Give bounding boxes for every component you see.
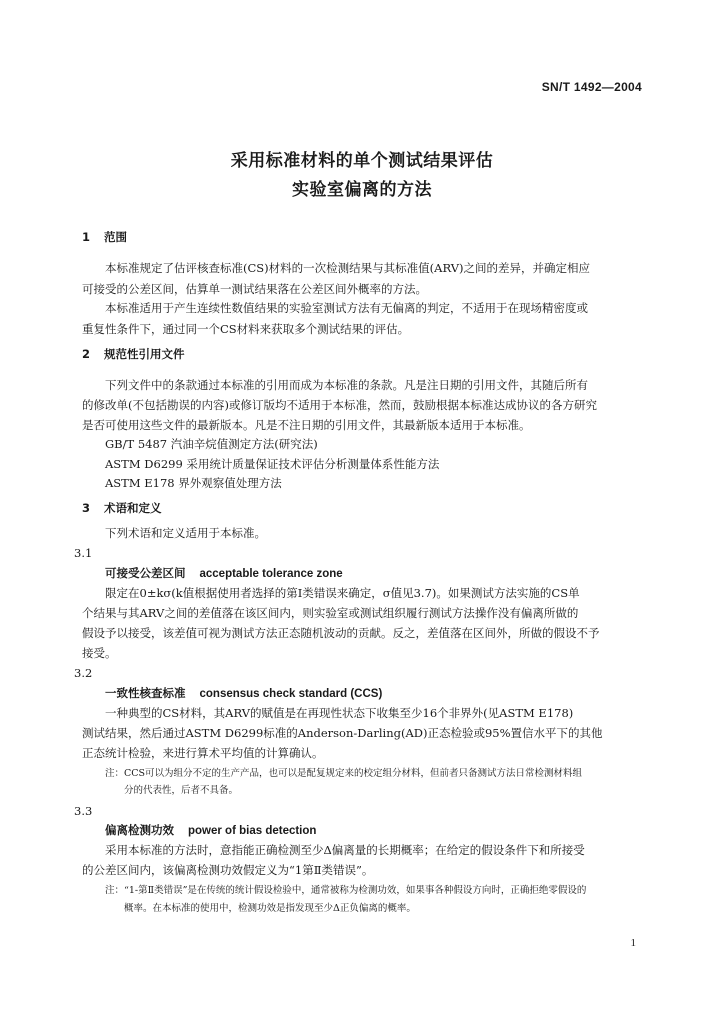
paragraph-line: 的修改单(不包括勘误的内容)或修订版均不适用于本标准，然而，鼓励根据本标准达成协议的各方研究: [82, 398, 597, 412]
section-number: 1: [82, 230, 91, 244]
paragraph-line: 接受。: [82, 646, 117, 660]
paragraph-line: 限定在0±kσ(k值根据使用者选择的第Ⅰ类错误来确定，σ值见3.7)。如果测试方法实施的CS单: [105, 586, 580, 600]
paragraph-line: 测试结果，然后通过ASTM D6299标准的Anderson-Darling(AD)正态检验或95%置信水平下的其他: [82, 726, 603, 740]
section-number: 2: [82, 347, 91, 361]
section-title: 术语和定义: [104, 501, 162, 515]
paragraph-line: 本标准规定了估评核查标准(CS)材料的一次检测结果与其标准值(ARV)之间的差异，并确定相应: [105, 261, 590, 275]
paragraph-line: 假设予以接受，该差值可视为测试方法正态随机波动的贡献。反之，差值落在区间外，所做的假设不予: [82, 626, 600, 640]
paragraph-line: 下列文件中的条款通过本标准的引用而成为本标准的条款。凡是注日期的引用文件，其随后所有: [105, 378, 588, 392]
paragraph-line: 下列术语和定义适用于本标准。: [105, 526, 266, 540]
reference-item: GB/T 5487 汽油辛烷值测定方法(研究法): [105, 437, 318, 451]
note-line: 注：“1-第Ⅱ类错误”是在传统的统计假设检验中，通常被称为检测功效，如果事各种假设方向时，正确拒绝零假设的: [105, 885, 587, 896]
section-3-heading: [82, 500, 644, 516]
note-line: 分的代表性，后者不具备。: [124, 785, 239, 796]
paragraph-line: 正态统计检验，来进行算术平均值的计算确认。: [82, 746, 324, 760]
section-number: 3: [82, 501, 91, 515]
term-chinese: 偏离检测功效: [105, 823, 174, 837]
note-line: 概率。在本标准的使用中，检测功效是指发现至少Δ正负偏离的概率。: [124, 903, 416, 914]
reference-item: ASTM D6299 采用统计质量保证技术评估分析测量体系性能方法: [105, 457, 440, 471]
page-number: 1: [630, 937, 636, 949]
term-chinese: 一致性核查标准: [105, 686, 186, 700]
standard-number: SN/T 1492—2004: [541, 80, 642, 94]
term-heading: [82, 565, 667, 582]
clause-number: 3.2: [74, 666, 93, 680]
section-2-heading: [82, 346, 644, 362]
paragraph-line: 一种典型的CS材料，其ARV的赋值是在再现性状态下收集至少16个非界外(见ASTM E178): [105, 706, 574, 720]
term-chinese: 可接受公差区间: [105, 566, 186, 580]
term-english: power of bias detection: [188, 825, 317, 837]
section-title: 范围: [104, 230, 127, 244]
clause-number: 3.1: [74, 546, 93, 560]
term-heading: [82, 822, 667, 839]
document-body: [74, 0, 644, 1024]
paragraph-line: 个结果与其ARV之间的差值落在该区间内，则实验室或测试组织履行测试方法操作没有偏离所做的: [82, 606, 579, 620]
clause-number: 3.3: [74, 804, 93, 818]
section-1-heading: [82, 229, 644, 245]
note-line: 注：CCS可以为组分不定的生产产品，也可以是配复规定来的校定组分材料，但前者只备测试方法日常检测材料组: [105, 768, 583, 779]
paragraph-line: 本标准适用于产生连续性数值结果的实验室测试方法有无偏离的判定，不适用于在现场精密度或: [105, 301, 588, 315]
paragraph-line: 可接受的公差区间，估算单一测试结果落在公差区间外概率的方法。: [82, 282, 427, 296]
document-title-line-1: 采用标准材料的单个测试结果评估: [230, 151, 494, 171]
paragraph-line: 的公差区间内，该偏离检测功效假定义为“1第Ⅱ类错误”。: [82, 863, 374, 877]
term-english: consensus check standard (CCS): [199, 688, 383, 700]
paragraph-line: 是否可使用这些文件的最新版本。凡是不注日期的引用文件，其最新版本适用于本标准。: [82, 418, 531, 432]
section-title: 规范性引用文件: [104, 347, 185, 361]
term-heading: [82, 685, 667, 702]
document-title-line-2: 实验室偏离的方法: [292, 180, 432, 200]
term-english: acceptable tolerance zone: [199, 568, 343, 580]
paragraph-line: 采用本标准的方法时，意指能正确检测至少Δ偏离量的长期概率；在给定的假设条件下和所接受: [105, 843, 585, 857]
reference-item: ASTM E178 界外观察值处理方法: [105, 476, 282, 490]
paragraph-line: 重复性条件下，通过同一个CS材料来获取多个测试结果的评估。: [82, 322, 410, 336]
